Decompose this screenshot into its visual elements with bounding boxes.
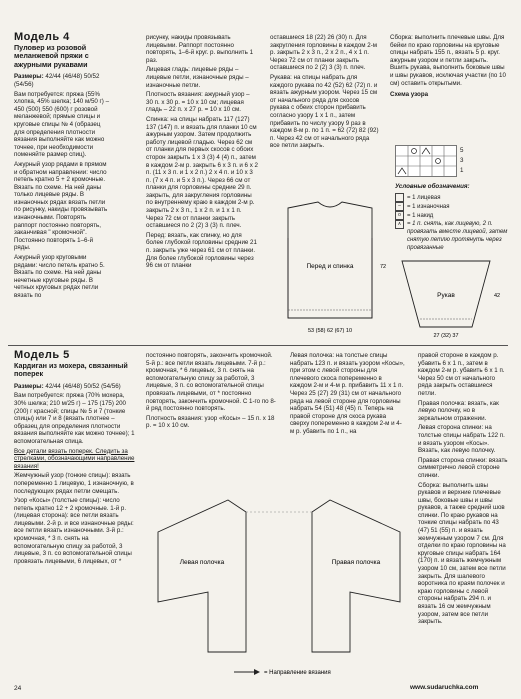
legend-text: = 1 п. снять, как лицевую, 2 п. провязать вместе лицевой, затем снятую петлю протянуть через провязанные	[407, 220, 508, 251]
model4-column-1	[14, 31, 110, 302]
model5-paragraph: Узор «Косы» (толстые спицы): число петель кратно 12 + 2 кромочные. 1-й р. (лицевая сторона): все петли вязать лицевыми. 2-й р. и все изнаночные ряды: все петли вязать изнаночными. 3-й р.: кромочная, * 3 п. снять на вспомогательную спицу за работой, 3 лицевые, 3 п. со вспомогательной спицы провязать лицевыми, 6 лицевых, от *	[14, 497, 134, 565]
schema-title: Схема узора	[390, 91, 429, 99]
model5-column-2	[146, 352, 278, 432]
model4-sleeve-diagram	[390, 255, 510, 340]
legend-text: = 1 изнаночная	[407, 203, 450, 210]
sleeve-label: Рукав	[437, 292, 455, 299]
body-width-label: 53 (58) 62 (67) 10	[307, 328, 353, 334]
stitch-chart	[395, 145, 457, 177]
model5-diagram	[150, 492, 408, 682]
model5-paragraph: Вам потребуется: пряжа (70% мохера, 30% шелка; 210 м/25 г) – 175 (175) 200 (200) г красной; спицы № 5 и 7 (тонкие спицы) или 7 и 8 (вязать плотнее – образец для определения плотности вязания выполняйте как можно точнее); 1 вспомогательная спица.	[14, 392, 135, 445]
legend-text: = 1 лицевая	[407, 194, 441, 201]
model5-sizes-label: Размеры:	[14, 382, 44, 390]
model5-paragraph: Плотность вязания: узор «Косы» – 15 п. х 18 р. = 10 х 10 см.	[146, 414, 275, 430]
model4-paragraph: Спинка: на спицы набрать 117 (127) 137 (147) п. и вязать для планки 10 см ажурным узором. Затем продолжить работу лицевой гладью. Через 62 см от планки для первых скосов с обоих сторон закрыть 1 х 3 (3) 4 (4) п., затем в каждом 2-м р. закрыть 6 х 3 п. и 6 х 2 п. (11 х 3 п. и 1 х 2 п.) 2 х 4 п. и 10 х 3 п. (7 х 4 п. и 5 х 3 п.). Через 66 см от планки для горловины средние 29 п. закрыть, для закругления горловины по внутреннему краю в каждом 2-м р. закрыть 2 х 3 п., 1 х 2 п. и 1 х 1 п. Через 72 см от планки закрыть оставшиеся по 2 (2) 3 (3) п. плеч.	[146, 115, 258, 230]
chart-row-number: 1	[460, 167, 464, 174]
model4-column-2	[146, 34, 258, 272]
stitch-chart-grid	[396, 146, 456, 176]
body-height-label: 72	[380, 264, 387, 270]
model4-sizes: 42/44 (46/48) 50/52 (54/56)	[14, 73, 100, 88]
model5-paragraph: Жемчужный узор (тонкие спицы): вязать попеременно 1 лицевую, 1 изнаночную, в последующих рядах петли смещать.	[14, 472, 134, 495]
legend-title: Условные обозначения:	[395, 183, 470, 190]
direction-arrow-icon	[234, 669, 260, 675]
left-front-label: Левая полочка	[179, 559, 225, 566]
model4-sizes-label: Размеры:	[14, 73, 44, 81]
model5-paragraph: постоянно повторять, закончить кромочной. 5-й р.: все петли вязать лицевыми. 7-й р.: кромочная, * 6 лицевых, 3 п. снять на вспомогательную спицу за работой, 3 лицевые, 3 п. со вспомогательной спицы провязать лицевыми, от * постоянно повторять, закончить кромочной. С 1-го по 8-й ряд постоянно повторять.	[146, 352, 276, 413]
model5-column-4	[418, 352, 510, 628]
chart-row-number: 3	[460, 157, 464, 164]
model4-body-diagram	[268, 198, 393, 338]
model5-sizes: 42/44 (46/48) 50/52 (54/56)	[45, 382, 121, 390]
model4-column-3	[270, 34, 380, 152]
model5-column-1	[14, 349, 138, 567]
model4-paragraph: Ажурный узор рядами в прямом и обратном направлении: число петель кратно 5 + 2 кромочные. Вязать по схеме. На ней даны только лицевые ряды. В изнаночных рядах вязать петли по рисунку, накиды провязывать изнаночными. Повторять раппорт постоянно повторять, заканчивая " кромочной". Постоянно повторять 1–6-й ряды.	[14, 160, 108, 252]
legend	[395, 183, 510, 252]
legend-text: = 1 накид	[407, 212, 434, 219]
yarn-over-icon: o	[395, 211, 404, 220]
chart-row-number: 5	[460, 147, 464, 154]
stitch-chart-row-numbers	[460, 146, 480, 176]
model4-heading: Модель 4	[14, 31, 70, 43]
front-back-label: Перед и спинка	[306, 263, 354, 270]
direction-label: = Направление вязания	[264, 670, 331, 676]
model5-paragraph: Левая сторона спинки: на толстые спицы набрать 122 п. и вязать узором «Косы». Вязать, как левую полочку.	[418, 424, 505, 455]
model4-paragraph: Сборка: выполнить плечевые швы. Для бейки по краю горловины на круговые спицы набрать 155 п., вязать 5 р. круг. ажурным узором и петли закрыть. Вшить рукава, выполнить боковые швы и швы рукавов, исключая участки (по 10 см) оставить открытыми.	[390, 34, 506, 87]
model4-paragraph: Лицевая гладь: лицевые ряды – лицевые петли, изнаночные ряды – изнаночные петли.	[146, 66, 249, 89]
model4-paragraph: Вам потребуется: пряжа (55% хлопка, 45% шелка; 140 м/50 г) – 450 (500) 550 (600) г розовой меланжевой; прямые спицы и круговые спицы № 4 (образец для определения плотности вязания выполняйте как можно точнее, при необходимости поменяйте размер спиц).	[14, 90, 110, 159]
model4-title: Пуловер из розовой меланжевой пряжи с ажурными рукавами	[14, 42, 89, 69]
legend-item	[395, 193, 510, 202]
model5-column-3	[290, 352, 405, 438]
model5-paragraph: Сборка: выполнить швы рукавов и верхние плечевые швы, боковые швы и швы рукавов, а также средний шов спинки. По краю рукавов на тонкие спицы набрать по 43 (47) 51 (55) п. и вязать жемчужным узором 7 см. Для отделки по краю горловины на круговые спицы набрать 164 (170) п. и вязать жемчужным узором 10 см, затем все петли закрыть. Для шалевого воротника по краям полочек и краю горловины с левой стороны набрать 294 п. и вязать 16 см жемчужным узором, затем все петли закрыть.	[418, 481, 506, 626]
model5-paragraph: Правая полочка: вязать, как левую полочку, но в зеркальном отражении.	[418, 399, 499, 422]
page-number: 24	[14, 685, 22, 692]
sleeve-width-label: 27 (32) 37	[433, 333, 459, 339]
sleeve-height-label: 42	[494, 293, 501, 299]
model5-paragraph: Левая полочка: на толстые спицы набрать 123 п. и вязать узором «Косы», при этом с левой стороны для плечевого скоса попеременно в каждом 2-м и 4-м р. прибавить 11 х 1 п. Через 25 (27) 29 (31) см от начального ряда на левой стороне для горловины набрать 54 (51) 48 (45) п. Теперь на правой стороне для скоса рукава сверху попеременно в каждом 2-м и 4-м р. убавить по 1 п., на	[290, 352, 405, 435]
knit-symbol-icon	[395, 193, 404, 202]
site-url: www.sudaruchka.com	[410, 684, 479, 691]
model4-paragraph: Рукава: на спицы набрать для каждого рукава по 42 (52) 62 (72) п. и вязать ажурным узором. Через 15 см от начального ряда для скосов рукава с обеих сторон прибавить согласно узору 1 х 1 п., затем прибавить по числу узору 9 раз в каждом 8-м р. по 1 п. = 62 (72) 82 (92) п. Через 42 см от начального ряда все петли закрыть.	[270, 73, 379, 150]
model5-paragraph: Правая сторона спинки: вязать симметрично левой стороне спинки.	[418, 456, 508, 479]
legend-item	[395, 211, 510, 220]
right-front-label: Правая полочка	[331, 559, 381, 566]
legend-item	[395, 202, 510, 211]
decrease-symbol-icon: ∧	[395, 220, 404, 229]
model4-paragraph: Перед: вязать, как спинку, но для более глубокой горловины средние 21 п. закрыть уже через 61 см от планки. Для более глубокой горловины через 96 см от планки	[146, 231, 257, 270]
model5-paragraph: Все детали вязать поперек. Следить за стрелками, обозначающими направление вязания!	[14, 447, 135, 470]
model4-paragraph: рисунку, накиды провязывать лицевыми. Раппорт постоянно повторять, 1–6-й круг. р. выполнить 1 раз.	[146, 34, 254, 64]
model4-paragraph: Ажурный узор круговыми рядами: число петель кратно 5. Вязать по схеме. На ней даны нечетные круговые ряды. В четных круговых рядах петли вязать по	[14, 254, 105, 299]
model4-column-4	[390, 34, 508, 99]
legend-item	[395, 220, 510, 252]
model5-paragraph: правой стороне в каждом р. убавить 6 х 1 п., затем в каждом 2-м р. убавить 6 х 1 п. Через 50 см от начального ряда закрыть оставшиеся петли.	[418, 352, 505, 397]
model5-title: Кардиган из мохера, связанный поперек	[14, 360, 128, 379]
section-divider	[8, 345, 508, 346]
model4-paragraph: оставшиеся 18 (22) 26 (30) п. Для закругления горловины в каждом 2-м р. закрыть 2 х 3 п., 2 х 2 п., 4 х 1 п. Через 72 см от планки закрыть оставшиеся по 2 (2) 3 (3) п. плеч.	[270, 34, 378, 72]
model5-heading: Модель 5	[14, 349, 70, 361]
purl-symbol-icon: –	[395, 202, 404, 211]
model4-paragraph: Плотность вязания: ажурный узор – 30 п. х 30 р. = 10 х 10 см; лицевая гладь – 22 п. х 27 р. = 10 х 10 см.	[146, 91, 250, 114]
